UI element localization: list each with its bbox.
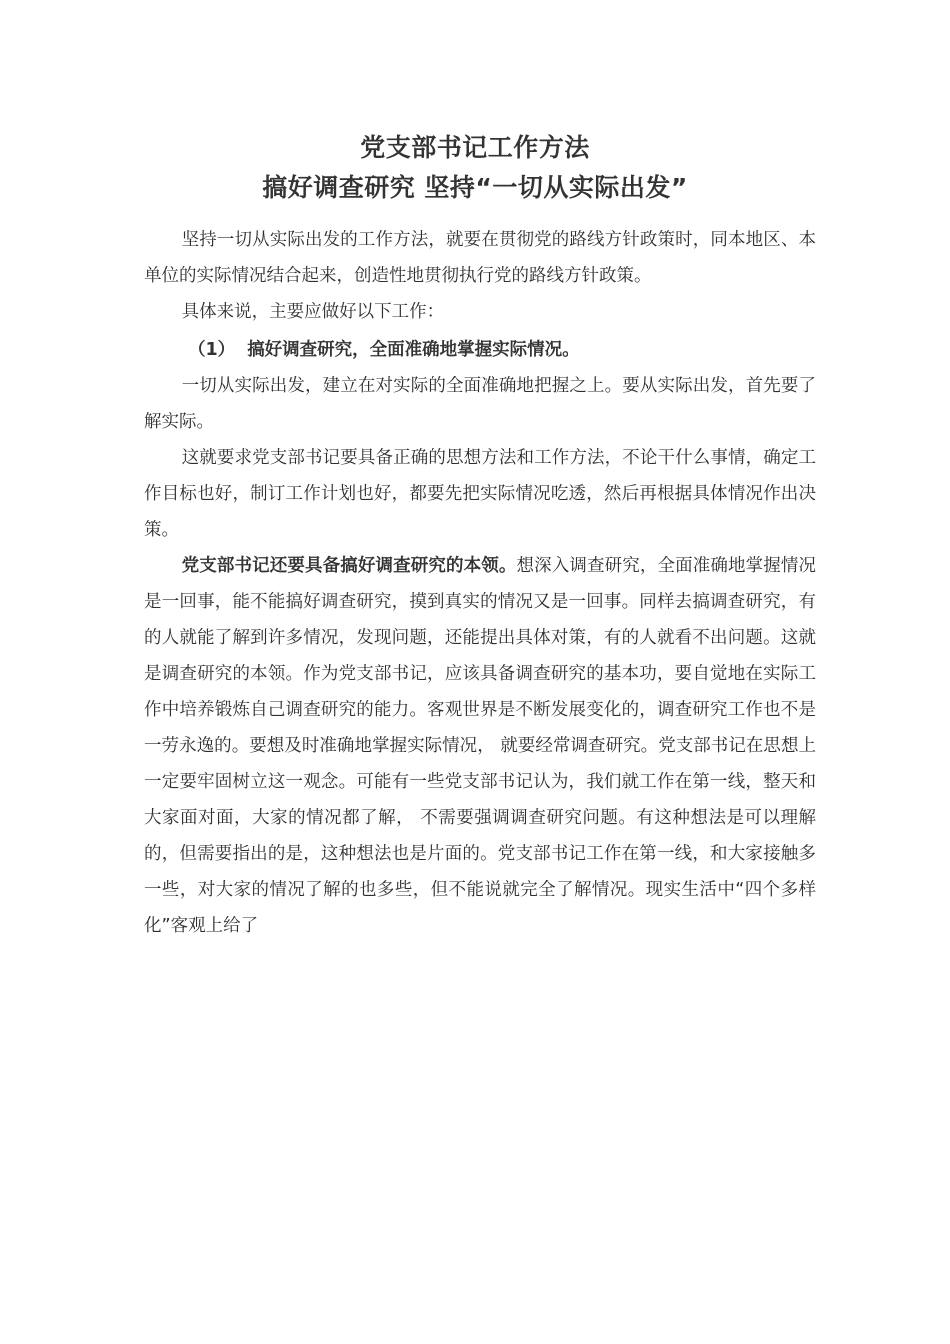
document-title: 党支部书记工作方法 (360, 133, 590, 162)
section-heading-text: 搞好调查研究，全面准确地掌握实际情况。 (247, 340, 580, 360)
document-subtitle: 搞好调查研究 坚持“一切从实际出发” (262, 173, 688, 202)
paragraph-lead-bold: 党支部书记还要具备搞好调查研究的本领。 (181, 556, 517, 576)
paragraph-research-text: 想深入调查研究，全面准确地掌握情况是一回事，能不能搞好调查研究，摸到真实的情况又是一回事。同样去搞调查研究，有的人就能了解到许多情况，发现问题，还能提出具体对策，有的人就看不出问题。这就是调查研究的本领。作为党支部书记，应该具备调查研究的基本功，要自觉地在实际工作中培养锻炼自己调查研究的能力。客观世界是不断发展变化的，调查研究工作也不是一劳永逸的。要想及时准确地掌握实际情况， 就要经常调查研究。党支部书记在思想上一定要牢固树立这一观念。可能有一些党支部书记认为，我们就工作在第一线，整天和大家面对面，大家的情况都了解， 不需要强调调查研究问题。有这种想法是可以理解的，但需要指出的是，这种想法也是片面的。党支部书记工作在第一线，和大家接触多一些，对大家的情况了解的也多些，但不能说就完全了解情况。现实生活中“四个多样化”客观上给了 (144, 556, 816, 936)
document-body (144, 222, 816, 944)
section-heading (144, 330, 816, 370)
section-number: （1） (188, 340, 236, 360)
paragraph-intro: 坚持一切从实际出发的工作方法，就要在贯彻党的路线方针政策时，同本地区、本单位的实际情况结合起来，创造性地贯彻执行党的路线方针政策。 (144, 230, 816, 286)
paragraph-understand-reality: 一切从实际出发，建立在对实际的全面准确地把握之上。要从实际出发，首先要了解实际。 (144, 376, 816, 432)
paragraph-methods: 这就要求党支部书记要具备正确的思想方法和工作方法，不论干什么事情，确定工作目标也好，制订工作计划也好，都要先把实际情况吃透，然后再根据具体情况作出决策。 (144, 448, 816, 540)
paragraph-overview: 具体来说，主要应做好以下工作： (181, 302, 445, 322)
paragraph-research-skills (144, 548, 816, 944)
